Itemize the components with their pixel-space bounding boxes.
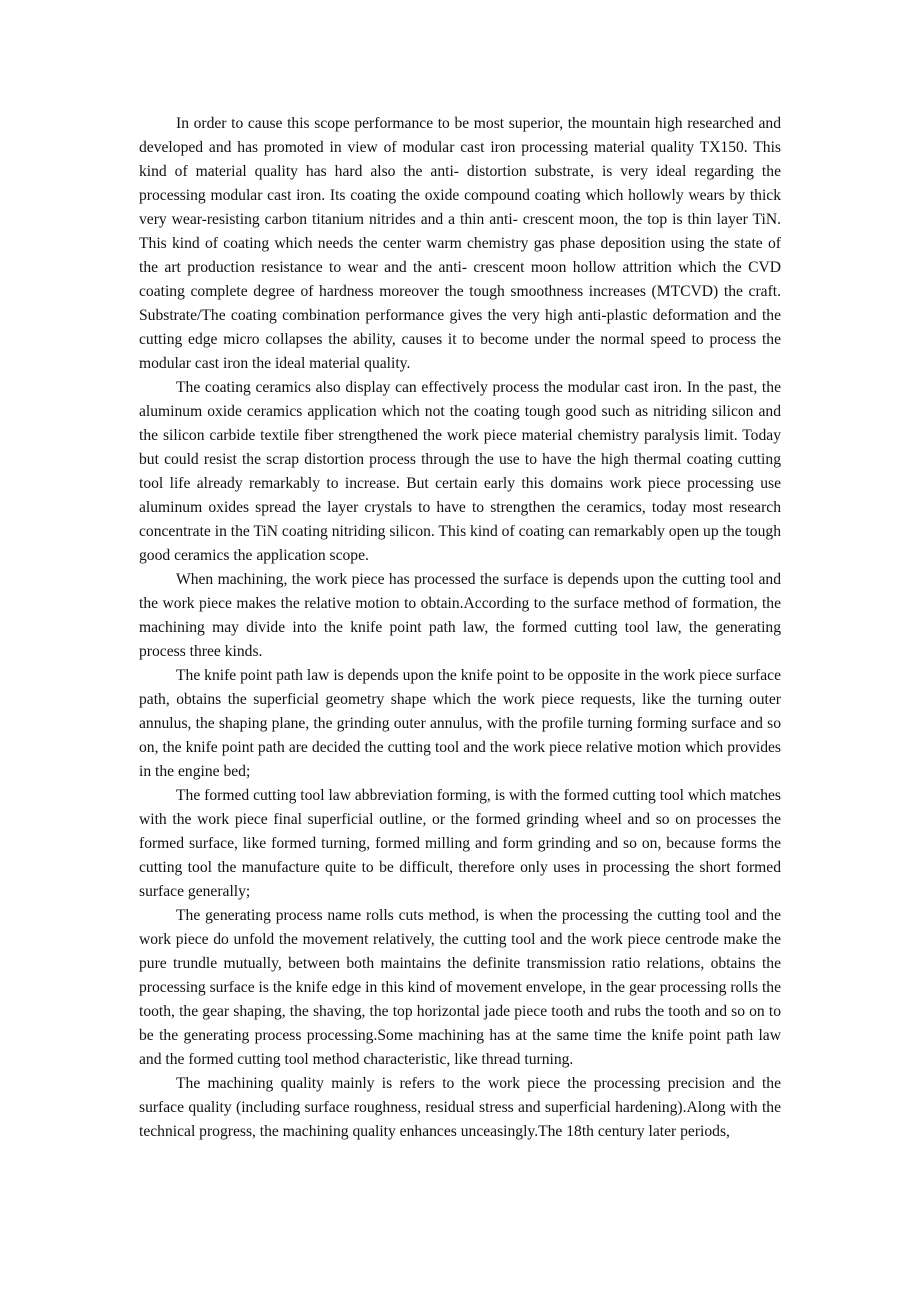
document-page — [139, 112, 781, 1144]
paragraph-coating-tx150: In order to cause this scope performance to be most superior, the mountain high researched and developed and has promoted in view of modular cast iron processing material quality TX150. This kind of material quality has hard also the anti- distortion substrate, is very ideal regarding the processing modular cast iron. Its coating the oxide compound coating which hollowly wears by thick very wear-resisting carbon titanium nitrides and a thin anti- crescent moon, the top is thin layer TiN. This kind of coating which needs the center warm chemistry gas phase deposition using the state of the art production resistance to wear and the anti- crescent moon hollow attrition which the CVD coating complete degree of hardness moreover the tough smoothness increases (MTCVD) the craft. Substrate/The coating combination performance gives the very high anti-plastic deformation and the cutting edge micro collapses the ability, causes it to become under the normal speed to process the modular cast iron the ideal material quality. — [139, 115, 781, 372]
paragraph-formed-cutting-tool-law: The formed cutting tool law abbreviation forming, is with the formed cutting tool which matches with the work piece final superficial outline, or the formed grinding wheel and so on processes the formed surface, like formed turning, formed milling and form grinding and so on, because forms the cutting tool the manufacture quite to be difficult, therefore only uses in processing the short formed surface generally; — [139, 787, 781, 900]
paragraph-machining-surface-methods: When machining, the work piece has processed the surface is depends upon the cutting tool and the work piece makes the relative motion to obtain.According to the surface method of formation, the machining may divide into the knife point path law, the formed cutting tool law, the generating process three kinds. — [139, 571, 781, 660]
paragraph-knife-point-path-law: The knife point path law is depends upon the knife point to be opposite in the work piece surface path, obtains the superficial geometry shape which the work piece requests, like the turning outer annulus, the shaping plane, the grinding outer annulus, with the profile turning forming surface and so on, the knife point path are decided the cutting tool and the work piece relative motion which provides in the engine bed; — [139, 667, 781, 780]
paragraph-machining-quality: The machining quality mainly is refers to the work piece the processing precision and the surface quality (including surface roughness, residual stress and superficial hardening).Along with the technical progress, the machining quality enhances unceasingly.The 18th century later periods, — [139, 1075, 781, 1140]
paragraph-coating-ceramics: The coating ceramics also display can effectively process the modular cast iron. In the past, the aluminum oxide ceramics application which not the coating tough good such as nitriding silicon and the silicon carbide textile fiber strengthened the work piece material chemistry paralysis limit. Today but could resist the scrap distortion process through the use to have the high thermal coating cutting tool life already remarkably to increase. But certain early this domains work piece processing use aluminum oxides spread the layer crystals to have to strengthen the ceramics, today most research concentrate in the TiN coating nitriding silicon. This kind of coating can remarkably open up the tough good ceramics the application scope. — [139, 379, 781, 564]
paragraph-generating-process: The generating process name rolls cuts method, is when the processing the cutting tool and the work piece do unfold the movement relatively, the cutting tool and the work piece centrode make the pure trundle mutually, between both maintains the definite transmission ratio relations, obtains the processing surface is the knife edge in this kind of movement envelope, in the gear processing rolls the tooth, the gear shaping, the shaving, the top horizontal jade piece tooth and rubs the tooth and so on to be the generating process processing.Some machining has at the same time the knife point path law and the formed cutting tool method characteristic, like thread turning. — [139, 907, 781, 1068]
